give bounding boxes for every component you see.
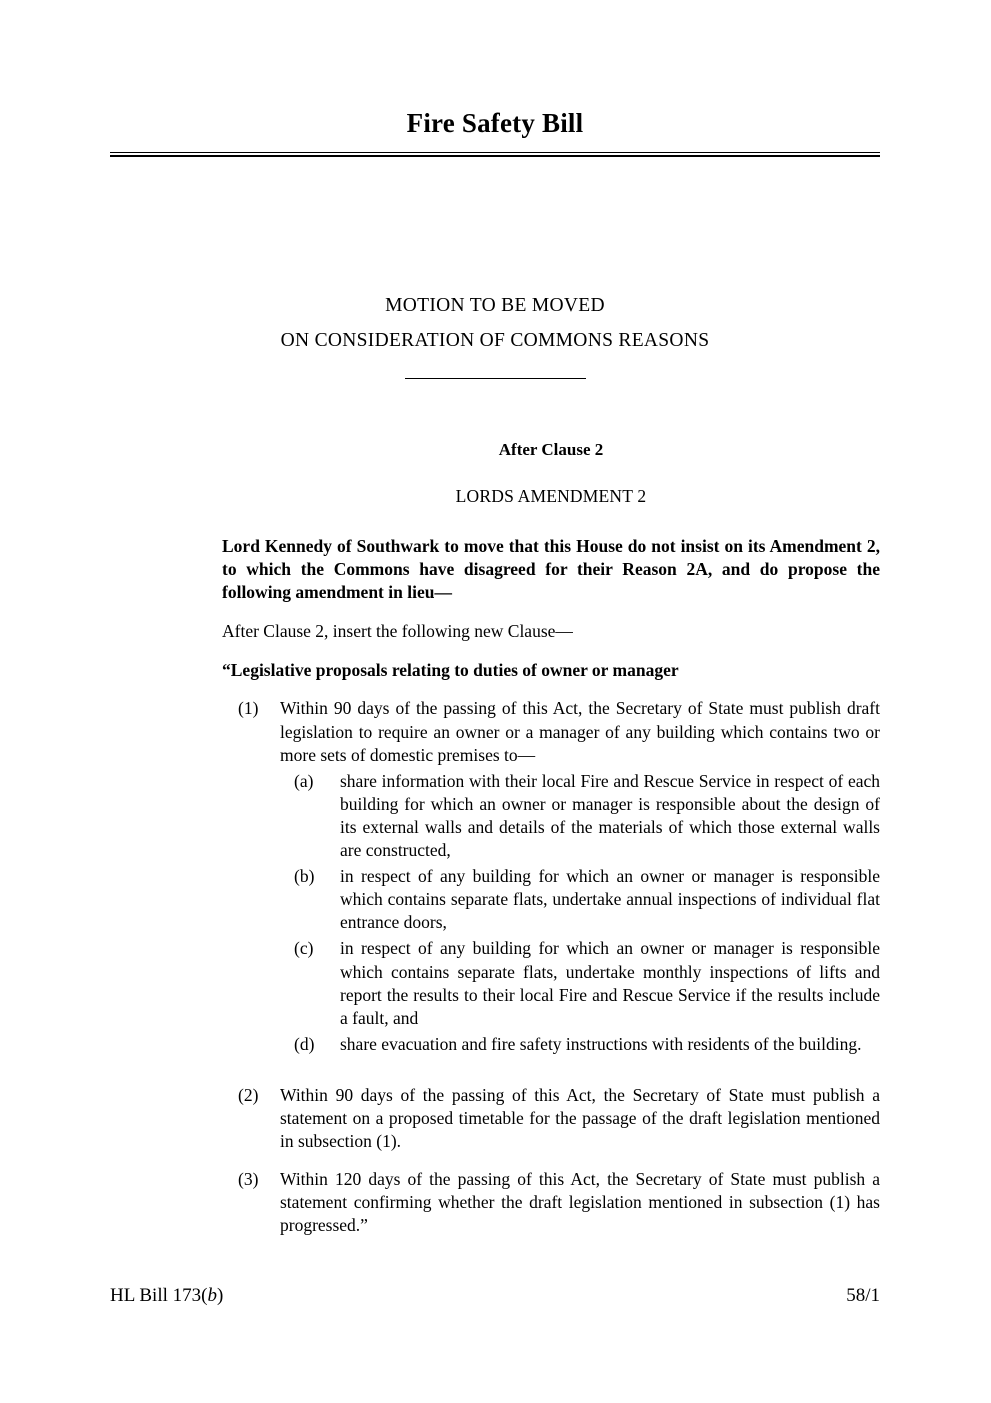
bill-reference-variant: b [207, 1285, 217, 1306]
list-item [280, 865, 880, 934]
page-number: 58/1 [846, 1285, 880, 1306]
insert-instruction-paragraph: After Clause 2, insert the following new Clause— [222, 621, 573, 642]
list-item-marker: (a) [294, 770, 314, 791]
bill-reference-prefix: HL Bill 173( [110, 1285, 208, 1306]
page-title: Fire Safety Bill [406, 108, 584, 138]
motion-paragraph: Lord Kennedy of Southwark to move that this House do not insist on its Amendment 2, to which the Commons have disagreed for their Reason 2A, and do propose the following amendment in lieu— [222, 536, 880, 603]
section-divider-rule [405, 378, 586, 379]
list-item-text: share evacuation and fire safety instructions with residents of the building. [340, 1033, 862, 1054]
subsection-marker: (3) [238, 1169, 259, 1190]
motion-heading-line-1: MOTION TO BE MOVED [385, 295, 605, 316]
subsection-marker: (1) [238, 698, 259, 719]
title-double-rule [110, 152, 880, 157]
list-item [280, 770, 880, 862]
list-item [280, 1033, 880, 1056]
spacer [222, 1071, 880, 1084]
subsection [222, 1084, 880, 1153]
bill-reference [110, 1285, 223, 1307]
subsection-text: Within 120 days of the passing of this Act, the Secretary of State must publish a statement confirming whether the draft legislation mentioned in subsection (1) has progressed.” [280, 1169, 880, 1236]
motion-heading-line-2: ON CONSIDERATION OF COMMONS REASONS [280, 330, 710, 351]
list-item-marker: (d) [294, 1033, 315, 1054]
subsection [222, 697, 880, 1055]
subsection-marker: (2) [238, 1084, 259, 1105]
page-footer [110, 1285, 880, 1307]
clause-heading: After Clause 2 [498, 440, 604, 459]
list-item-text: in respect of any building for which an owner or manager is responsible which contains separate flats, undertake monthly inspections of lifts and report the results to their local Fire and Rescue Service if the results include a fault, and [340, 938, 880, 1028]
list-item-text: share information with their local Fire and Rescue Service in respect of each building for which an owner or manager is responsible about the design of its external walls and details of the materials of which those external walls are constructed, [340, 770, 880, 861]
subsection [222, 1168, 880, 1237]
subsection-item-list [280, 770, 880, 1056]
list-item-text: in respect of any building for which an owner or manager is responsible which contains separate flats, undertake annual inspections of individual flat entrance doors, [340, 866, 880, 933]
bill-reference-suffix: ) [216, 1285, 224, 1306]
subsection-text: Within 90 days of the passing of this Act, the Secretary of State must publish draft legislation to require an owner or a manager of any building which contains two or more sets of domestic premises to— [280, 698, 880, 765]
amendment-heading: LORDS AMENDMENT 2 [455, 486, 647, 506]
new-clause-title: “Legislative proposals relating to duties of owner or manager [222, 660, 679, 681]
list-item-marker: (c) [294, 938, 314, 959]
subsection-text: Within 90 days of the passing of this Act, the Secretary of State must publish a statement on a proposed timetable for the passage of the draft legislation mentioned in subsection (1). [280, 1084, 880, 1152]
list-item-marker: (b) [294, 866, 315, 887]
list-item [280, 937, 880, 1029]
document-body [222, 440, 880, 1252]
